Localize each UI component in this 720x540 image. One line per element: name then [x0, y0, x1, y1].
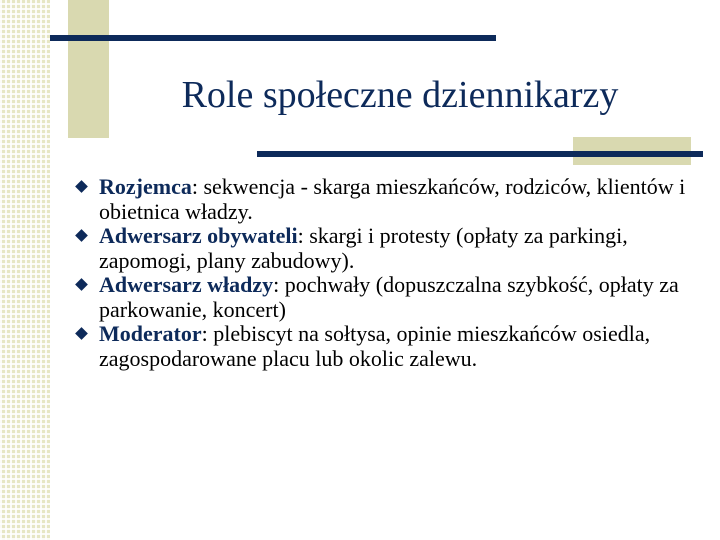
- diamond-bullet-icon: [75, 229, 88, 242]
- diamond-bullet-icon: [75, 327, 88, 340]
- bullet-list: [75, 175, 695, 371]
- bullet-term: Moderator: [99, 321, 202, 346]
- title-underline-rule: [257, 151, 703, 157]
- bullet-text: : skargi i protesty (opłaty za parkingi, zapomogi, plany zabudowy).: [99, 223, 628, 273]
- bullet-text: : pochwały (dopuszczalna szybkość, opłaty za parkowanie, koncert): [99, 272, 679, 322]
- checkered-strip-decoration: [0, 0, 50, 540]
- list-item: [75, 322, 695, 371]
- bullet-text: : sekwencja - skarga mieszkańców, rodziców, klientów i obietnica władzy.: [99, 174, 686, 224]
- list-item: [75, 273, 695, 322]
- diamond-bullet-icon: [75, 278, 88, 291]
- bullet-term: Adwersarz władzy: [99, 272, 274, 297]
- list-item: [75, 175, 695, 224]
- slide-title: Role społeczne dziennikarzy: [181, 74, 619, 116]
- bullet-text: : plebiscyt na sołtysa, opinie mieszkańców osiedla, zagospodarowane placu lub okolic zalewu.: [99, 321, 651, 371]
- top-rule: [50, 35, 496, 41]
- list-item: [75, 224, 695, 273]
- bullet-term: Rozjemca: [99, 174, 192, 199]
- diamond-bullet-icon: [75, 180, 88, 193]
- bullet-term: Adwersarz obywateli: [99, 223, 298, 248]
